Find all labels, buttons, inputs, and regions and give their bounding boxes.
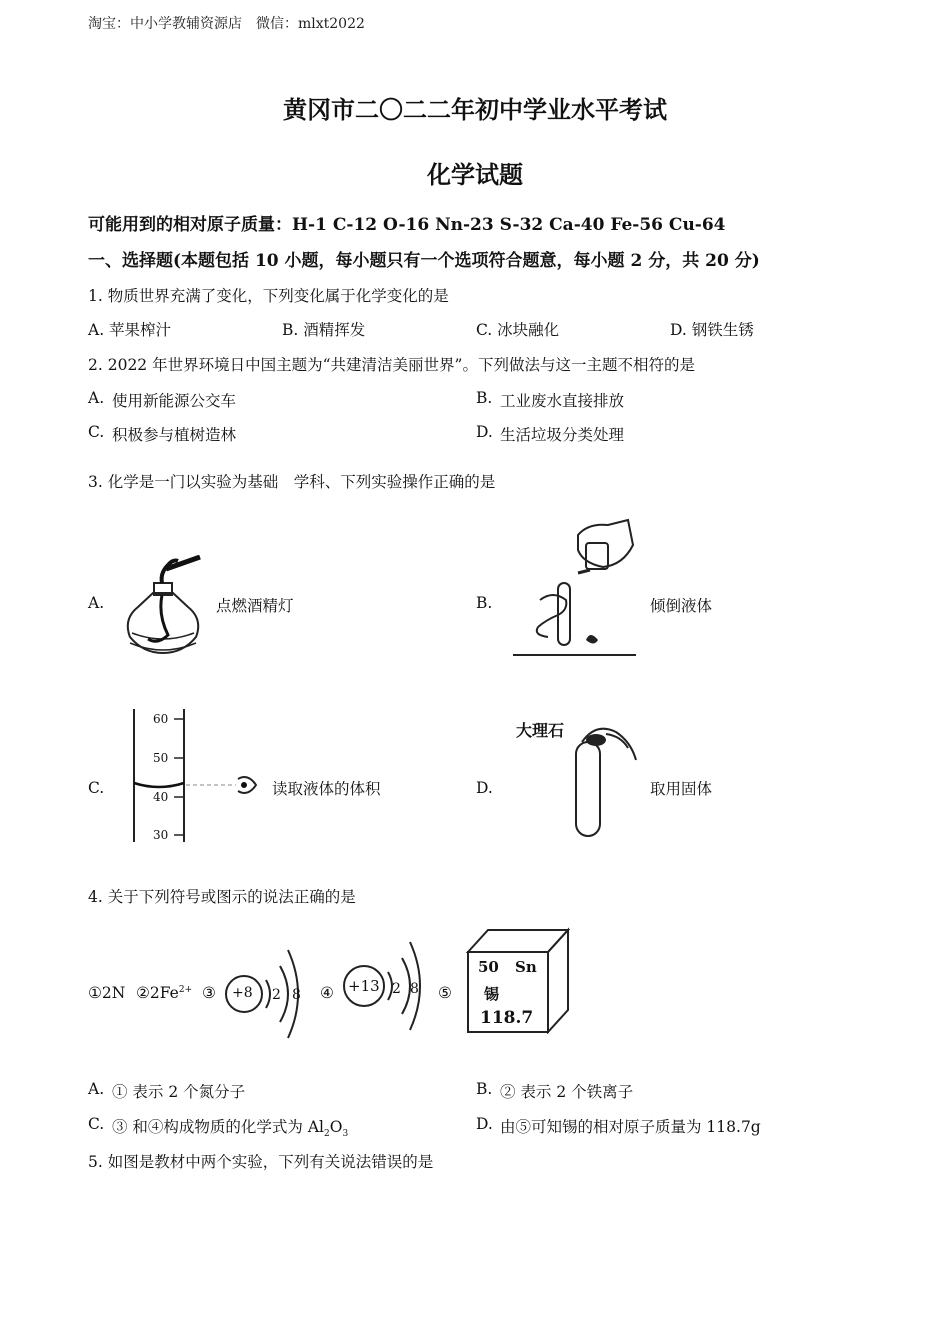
q4-letter-a: A. bbox=[88, 1080, 105, 1098]
q2-stem: 2. 2022 年世界环境日中国主题为“共建清洁美丽世界”。下列做法与这一主题不相符的是 bbox=[88, 356, 695, 374]
oxygen-nucleus: +8 bbox=[232, 985, 253, 1001]
aluminum-shell-1: 2 bbox=[392, 981, 401, 997]
aluminum-shell-2: 8 bbox=[410, 981, 419, 997]
oxygen-shell-2: 8 bbox=[292, 987, 301, 1003]
q3-letter-a: A. bbox=[88, 594, 105, 612]
q3-letter-c: C. bbox=[88, 779, 105, 797]
q1-option-a: A. 苹果榨汁 bbox=[88, 321, 172, 339]
tin-name: 锡 bbox=[484, 985, 500, 1003]
q2-letter-a: A. bbox=[88, 389, 105, 407]
q3-letter-b: B. bbox=[476, 594, 493, 612]
cylinder-tick-60: 60 bbox=[153, 712, 169, 726]
cylinder-tick-50: 50 bbox=[153, 751, 169, 765]
q1-option-c: C. 冰块融化 bbox=[476, 321, 560, 339]
q2-option-b: 工业废水直接排放 bbox=[500, 392, 625, 410]
q2-option-d: 生活垃圾分类处理 bbox=[500, 426, 625, 444]
take-solid-illustration bbox=[566, 712, 646, 842]
q2-option-a: 使用新能源公交车 bbox=[112, 392, 237, 410]
q4-option-d: 由⑤可知锡的相对原子质量为 118.7g bbox=[500, 1118, 761, 1136]
tin-symbol: Sn bbox=[515, 958, 537, 976]
marker-5: ⑤ bbox=[438, 984, 452, 1002]
q4-letter-b: B. bbox=[476, 1080, 493, 1098]
tin-atomic-number: 50 bbox=[478, 958, 499, 976]
q3-option-b: 倾倒液体 bbox=[650, 597, 713, 615]
q2-letter-c: C. bbox=[88, 423, 105, 441]
q4-letter-c: C. bbox=[88, 1115, 105, 1133]
q2-option-c: 积极参与植树造林 bbox=[112, 426, 237, 444]
marker-3: ③ bbox=[202, 984, 216, 1002]
q4-option-a: ① 表示 2 个氮分子 bbox=[112, 1083, 246, 1101]
q3-option-a: 点燃酒精灯 bbox=[216, 597, 294, 615]
q2-letter-b: B. bbox=[476, 389, 493, 407]
cylinder-tick-30: 30 bbox=[153, 828, 169, 842]
q4-option-b: ② 表示 2 个铁离子 bbox=[500, 1083, 634, 1101]
q3-option-c: 读取液体的体积 bbox=[272, 780, 381, 798]
q1-option-d: D. 钢铁生锈 bbox=[670, 321, 754, 339]
tin-atomic-mass: 118.7 bbox=[480, 1008, 534, 1028]
q1-option-b: B. 酒精挥发 bbox=[282, 321, 366, 339]
page-header: 淘宝：中小学教辅资源店 微信：mlxt2022 bbox=[88, 16, 365, 32]
pouring-liquid-illustration bbox=[508, 515, 640, 660]
q4-stem: 4. 关于下列符号或图示的说法正确的是 bbox=[88, 888, 356, 906]
symbol-2n: ①2N bbox=[88, 984, 126, 1002]
marble-label: 大理石 bbox=[516, 721, 565, 740]
q3-stem: 3. 化学是一门以实验为基础 学科、下列实验操作正确的是 bbox=[88, 473, 496, 491]
q4-letter-d: D. bbox=[476, 1115, 493, 1133]
q1-stem: 1. 物质世界充满了变化，下列变化属于化学变化的是 bbox=[88, 287, 449, 305]
q3-option-d: 取用固体 bbox=[650, 780, 713, 798]
q3-letter-d: D. bbox=[476, 779, 493, 797]
exam-subtitle: 化学试题 bbox=[427, 160, 523, 189]
q2-letter-d: D. bbox=[476, 423, 493, 441]
exam-title: 黄冈市二〇二二年初中学业水平考试 bbox=[283, 95, 667, 124]
cylinder-tick-40: 40 bbox=[153, 790, 169, 804]
symbol-2fe: $②2Fe^{2+}$ bbox=[136, 984, 193, 1002]
marker-4: ④ bbox=[320, 984, 334, 1002]
aluminum-nucleus: +13 bbox=[348, 977, 380, 995]
q5-stem: 5. 如图是教材中两个实验，下列有关说法错误的是 bbox=[88, 1153, 434, 1171]
section-title: 一、选择题(本题包括 10 小题，每小题只有一个选项符合题意，每小题 2 分，共 20 分) bbox=[88, 251, 760, 271]
atomic-masses: 可能用到的相对原子质量：H-1 C-12 O-16 Nn-23 S-32 Ca-40 Fe-56 Cu-64 bbox=[88, 215, 726, 235]
alcohol-lamp-illustration bbox=[118, 555, 208, 660]
q4-option-c: ③ 和④构成物质的化学式为 $Al_2O_3$ bbox=[112, 1118, 349, 1140]
oxygen-shell-1: 2 bbox=[272, 987, 281, 1003]
graduated-cylinder-illustration bbox=[126, 707, 266, 847]
